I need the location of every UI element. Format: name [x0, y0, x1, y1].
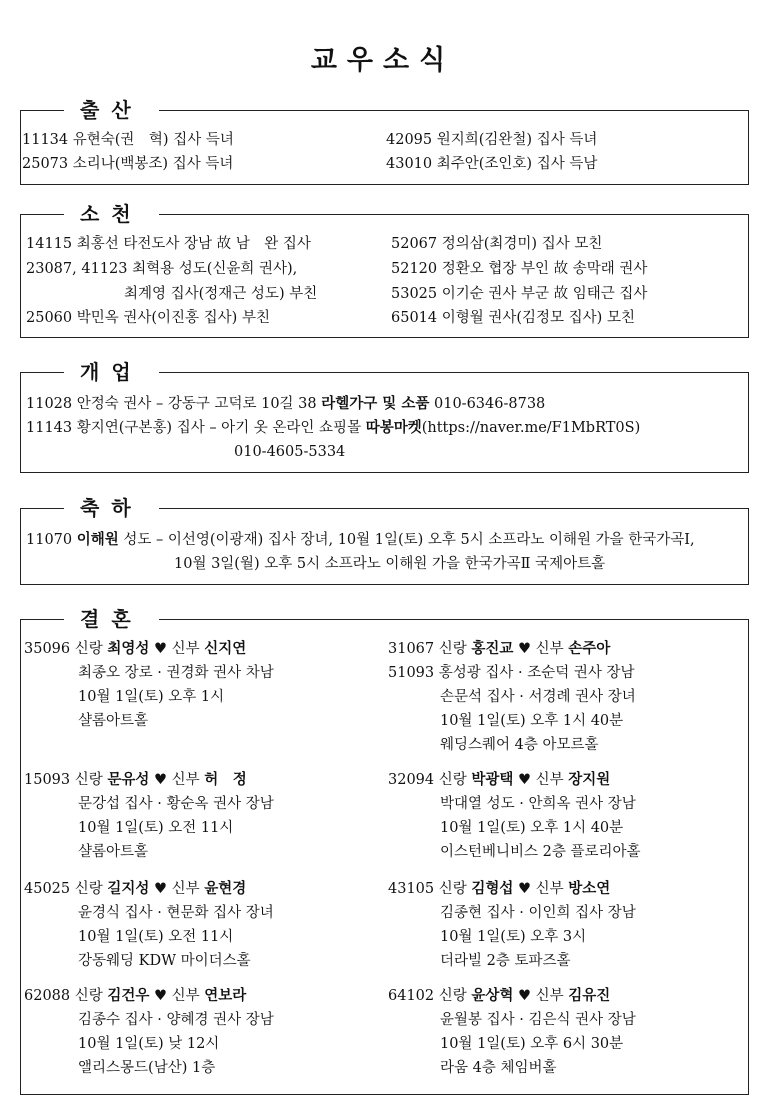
funeral-item: 52067 정의삼(최경미) 집사 모친	[391, 236, 603, 252]
wedding-detail: 웨딩스퀘어 4층 아모르홀	[440, 737, 599, 753]
wedding-detail: 강동웨딩 KDW 마이더스홀	[78, 953, 251, 969]
bride-label: 신부	[535, 641, 564, 657]
bride-label: 신부	[535, 881, 564, 897]
funeral-item: 65014 이형월 권사(김정모 집사) 모친	[391, 310, 635, 326]
wedding-detail: 라움 4층 체임버홀	[440, 1060, 557, 1076]
opening-text: 11143 황지연(구본홍) 집사 – 아기 옷 온라인 쇼핑몰	[26, 420, 366, 436]
section-title-opening: 개업	[64, 359, 159, 385]
wedding-header	[24, 984, 246, 1008]
funeral-item: 최계영 집사(정재근 성도) 부친	[124, 286, 318, 302]
section-title-congrats: 축하	[64, 495, 159, 521]
congrats-item: 10월 3일(월) 오후 5시 소프라노 이해원 가을 한국가곡Ⅱ 국제아트홀	[174, 556, 606, 572]
opening-phone: 010-4605-5334	[234, 444, 346, 460]
wedding-header	[388, 637, 610, 661]
heart-icon: ♥	[518, 771, 532, 788]
wedding-code: 35096	[24, 641, 71, 657]
page-title: 교우소식	[310, 45, 456, 76]
wedding-detail: 윤월봉 집사 · 김은식 권사 장남	[440, 1012, 636, 1028]
wedding-detail: 10월 1일(토) 오후 6시 30분	[440, 1036, 624, 1052]
heart-icon: ♥	[518, 880, 532, 897]
wedding-code: 31067	[388, 641, 435, 657]
wedding-code: 43105	[388, 881, 435, 897]
section-title-funeral: 소천	[64, 201, 159, 227]
wedding-detail: 최종오 장로 · 권경화 권사 차남	[78, 665, 274, 681]
wedding-detail: 10월 1일(토) 오후 1시 40분	[440, 713, 624, 729]
wedding-header	[24, 768, 247, 792]
wedding-detail: 10월 1일(토) 낮 12시	[78, 1036, 220, 1052]
bride-label: 신부	[171, 881, 200, 897]
bride-name: 방소연	[568, 880, 611, 897]
heart-icon: ♥	[154, 880, 168, 897]
wedding-detail: 샬롬아트홀	[78, 713, 149, 729]
bride-name: 손주아	[568, 640, 611, 657]
groom-name: 문유성	[107, 771, 150, 788]
wedding-detail: 김종현 집사 · 이인희 집사 장남	[440, 905, 636, 921]
wedding-header	[388, 877, 610, 901]
groom-name: 홍진교	[471, 640, 514, 657]
bride-label: 신부	[171, 988, 200, 1004]
wedding-header	[24, 637, 246, 661]
congrats-code: 11070	[26, 532, 77, 548]
wedding-code: 45025	[24, 881, 71, 897]
shop-name: 따봉마켓	[365, 419, 422, 436]
groom-name: 박광택	[471, 771, 514, 788]
groom-label: 신랑	[438, 641, 467, 657]
bride-name: 윤현경	[204, 880, 247, 897]
bride-label: 신부	[171, 641, 200, 657]
wedding-detail: 이스턴베니비스 2층 플로리아홀	[440, 844, 641, 860]
wedding-code: 64102	[388, 988, 435, 1004]
funeral-item: 53025 이기순 권사 부군 故 임태근 집사	[391, 286, 648, 302]
funeral-item: 52120 정환오 협장 부인 故 송막래 권사	[391, 261, 648, 277]
groom-label: 신랑	[438, 881, 467, 897]
wedding-header	[24, 877, 246, 901]
congrats-text: 성도 – 이선영(이광재) 집사 장녀, 10월 1일(토) 오후 5시 소프라노 이해원 가을 한국가곡Ⅰ,	[118, 532, 695, 548]
groom-name: 길지성	[107, 880, 150, 897]
groom-name: 최영성	[107, 640, 150, 657]
funeral-item: 14115 최홍선 타전도사 장남 故 남 완 집사	[26, 236, 311, 252]
wedding-header	[388, 768, 610, 792]
groom-label: 신랑	[74, 881, 103, 897]
section-title-birth: 출산	[64, 97, 159, 123]
wedding-detail: 박대열 성도 · 안희옥 권사 장남	[440, 796, 636, 812]
groom-label: 신랑	[74, 988, 103, 1004]
birth-item: 42095 원지희(김완철) 집사 득녀	[386, 132, 598, 148]
opening-phone: 010-6346-8738	[429, 396, 546, 412]
bride-name: 김유진	[568, 987, 611, 1004]
wedding-detail: 샬롬아트홀	[78, 844, 149, 860]
birth-item: 25073 소리나(백봉조) 집사 득녀	[22, 156, 234, 172]
wedding-code: 15093	[24, 772, 71, 788]
section-title-wedding: 결혼	[64, 606, 159, 632]
wedding-detail: 김종수 집사 · 양혜경 권사 장남	[78, 1012, 274, 1028]
bride-name: 연보라	[204, 987, 247, 1004]
wedding-detail: 10월 1일(토) 오전 11시	[78, 820, 234, 836]
wedding-code: 62088	[24, 988, 71, 1004]
bride-label: 신부	[535, 772, 564, 788]
birth-item: 11134 유현숙(권 혁) 집사 득녀	[22, 132, 234, 148]
funeral-item: 25060 박민옥 권사(이진홍 집사) 부친	[26, 310, 270, 326]
wedding-detail: 문강섭 집사 · 황순옥 권사 장남	[78, 796, 274, 812]
heart-icon: ♥	[518, 987, 532, 1004]
wedding-detail: 더라빌 2층 토파즈홀	[440, 953, 571, 969]
congrats-item	[26, 528, 695, 552]
wedding-code: 32094	[388, 772, 435, 788]
heart-icon: ♥	[518, 640, 532, 657]
wedding-detail: 10월 1일(토) 오후 3시	[440, 929, 587, 945]
wedding-detail: 윤경식 집사 · 현문화 집사 장녀	[78, 905, 274, 921]
wedding-header	[388, 984, 610, 1008]
bride-name: 신지연	[204, 640, 247, 657]
bride-label: 신부	[535, 988, 564, 1004]
wedding-detail: 10월 1일(토) 오후 1시 40분	[440, 820, 624, 836]
opening-text: 11028 안정숙 권사 – 강동구 고덕로 10길 38	[26, 396, 322, 412]
wedding-detail: 10월 1일(토) 오후 1시	[78, 689, 225, 705]
shop-name: 라헬가구 및 소품	[321, 395, 430, 412]
heart-icon: ♥	[154, 987, 168, 1004]
wedding-detail: 51093 홍성광 집사 · 조순덕 권사 장남	[388, 665, 635, 681]
funeral-item: 23087, 41123 최혁용 성도(신윤희 권사),	[26, 261, 298, 277]
groom-name: 김건우	[107, 987, 150, 1004]
wedding-detail: 10월 1일(토) 오전 11시	[78, 929, 234, 945]
heart-icon: ♥	[154, 640, 168, 657]
groom-label: 신랑	[74, 772, 103, 788]
groom-label: 신랑	[438, 772, 467, 788]
groom-label: 신랑	[74, 641, 103, 657]
congrats-name: 이해원	[76, 531, 119, 548]
bride-name: 장지원	[568, 771, 611, 788]
bride-name: 허 정	[204, 771, 247, 788]
groom-label: 신랑	[438, 988, 467, 1004]
opening-item	[26, 392, 545, 416]
wedding-detail: 손문석 집사 · 서경례 권사 장녀	[440, 689, 636, 705]
bride-label: 신부	[171, 772, 200, 788]
groom-name: 김형섭	[471, 880, 514, 897]
wedding-detail: 앨리스몽드(남산) 1층	[78, 1060, 216, 1076]
groom-name: 윤상혁	[471, 987, 514, 1004]
heart-icon: ♥	[154, 771, 168, 788]
opening-item	[26, 416, 640, 440]
birth-item: 43010 최주안(조인호) 집사 득남	[386, 156, 598, 172]
shop-url: (https://naver.me/F1MbRT0S)	[421, 420, 641, 436]
